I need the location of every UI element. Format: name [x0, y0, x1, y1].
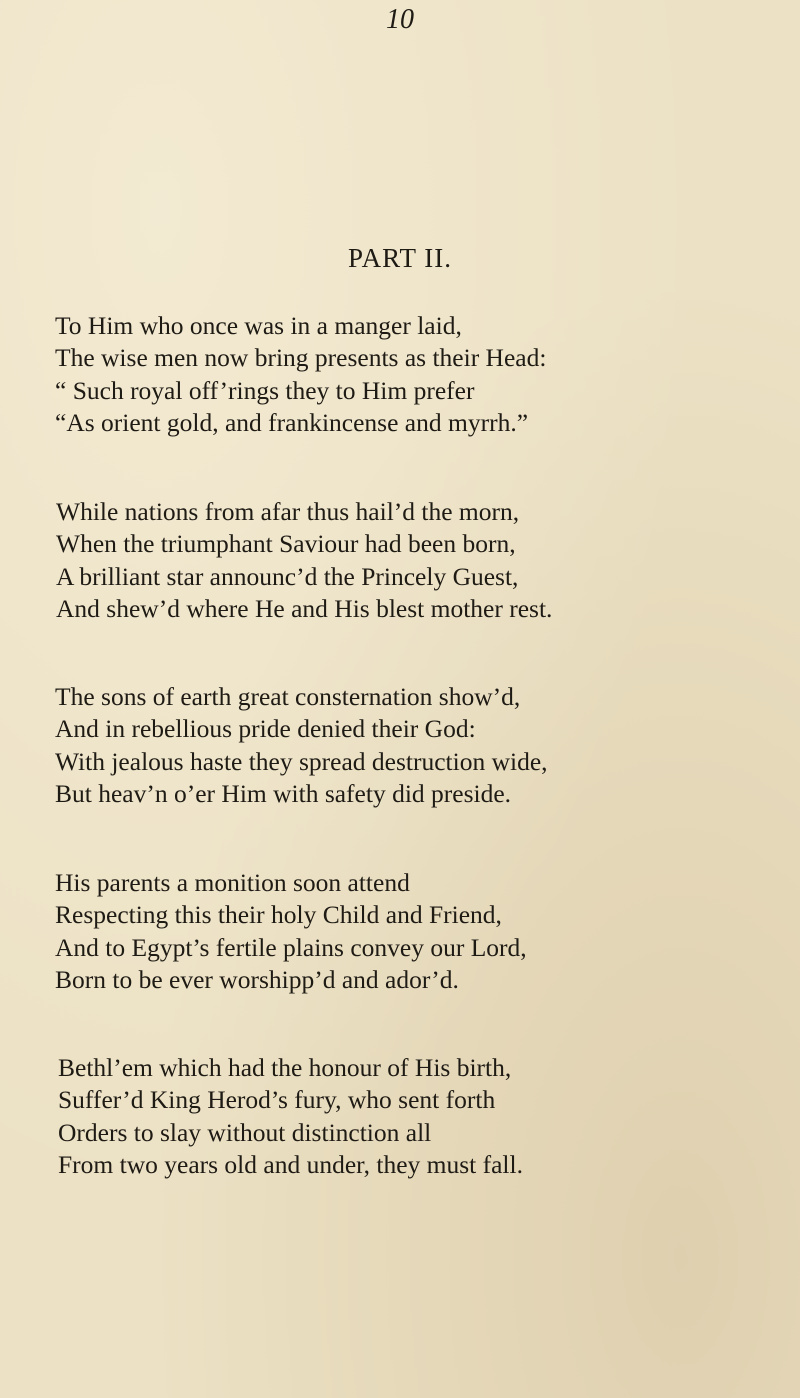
verse-line: Bethl’em which had the honour of His birth, — [58, 1053, 512, 1082]
verse-line: From two years old and under, they must fall. — [58, 1150, 523, 1180]
verse-line: His parents a monition soon attend — [55, 868, 410, 897]
verse-line: Suffer’d King Herod’s fury, who sent forth — [58, 1085, 496, 1115]
verse-line: The wise men now bring presents as their Head: — [55, 343, 547, 373]
verse-line: But heav’n o’er Him with safety did preside. — [55, 779, 512, 809]
verse-line: Respecting this their holy Child and Friend, — [55, 900, 502, 930]
verse-line: Born to be ever worshipp’d and ador’d. — [55, 965, 459, 995]
verse-line: To Him who once was in a manger laid, — [55, 311, 462, 340]
verse-line: Orders to slay without distinction all — [58, 1117, 432, 1147]
verse-line: “As orient gold, and frankincense and myrrh.” — [55, 408, 529, 438]
verse-line: A brilliant star announc’d the Princely Guest, — [56, 561, 519, 591]
verse-line: While nations from afar thus hail’d the morn, — [56, 497, 520, 526]
page-number: 10 — [386, 4, 414, 35]
verse-line: When the triumphant Saviour had been born, — [56, 529, 516, 559]
verse-line: “ Such royal off’rings they to Him prefer — [55, 375, 475, 405]
stanza-4 — [0, 867, 527, 997]
verse-line: And in rebellious pride denied their God: — [55, 714, 476, 744]
stanza-1 — [0, 310, 546, 440]
part-heading: PART II. — [348, 243, 452, 273]
stanza-3 — [0, 681, 548, 811]
stanza-2 — [0, 496, 552, 626]
verse-line: With jealous haste they spread destruction wide, — [55, 746, 548, 776]
verse-line: And shew’d where He and His blest mother rest. — [56, 594, 553, 624]
stanza-5 — [0, 1052, 523, 1182]
verse-line: And to Egypt’s fertile plains convey our Lord, — [55, 932, 527, 962]
verse-line: The sons of earth great consternation show’d, — [55, 682, 521, 711]
